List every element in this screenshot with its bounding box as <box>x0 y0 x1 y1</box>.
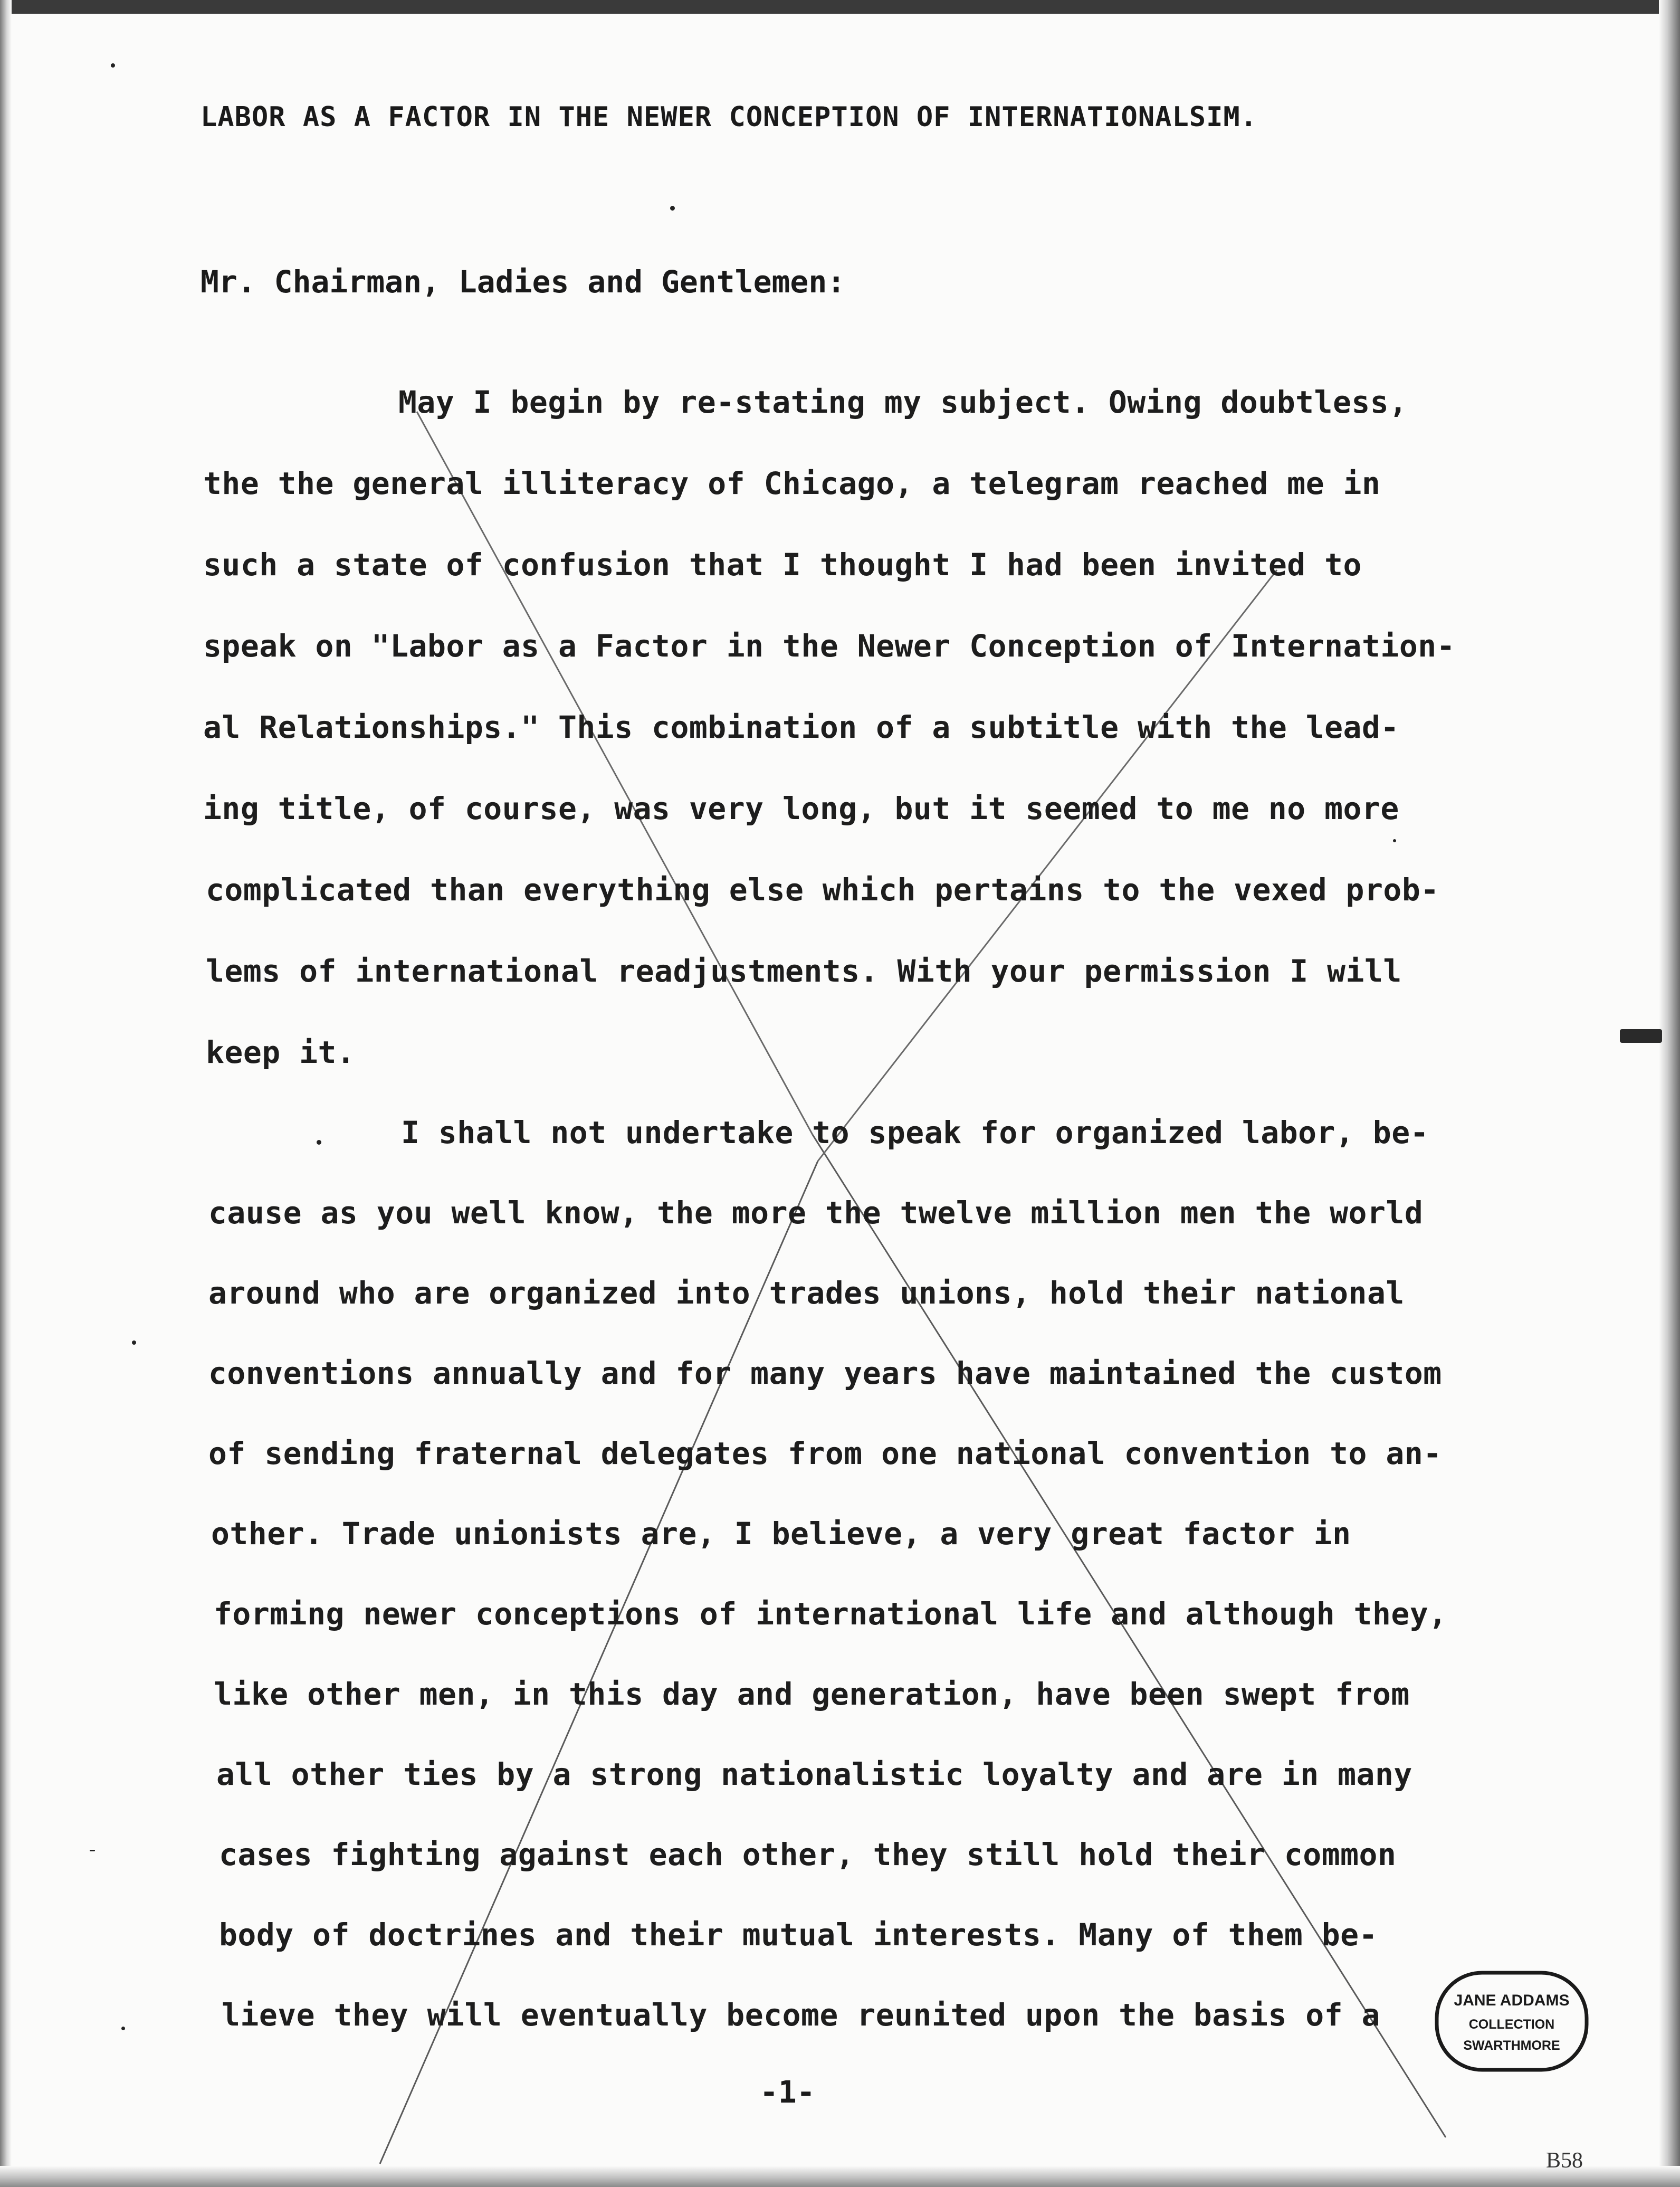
scan-speck <box>90 1850 95 1851</box>
archive-stamp <box>1433 1969 1591 2074</box>
body-line: cases fighting against each other, they still hold their common <box>219 1837 1397 1872</box>
body-line: complicated than everything else which pertains to the vexed prob- <box>206 872 1439 908</box>
body-line: ing title, of course, was very long, but it seemed to me no more <box>203 791 1399 826</box>
stamp-line-1: JANE ADDAMS <box>1454 1992 1570 2009</box>
body-line: keep it. <box>206 1034 356 1070</box>
scan-speck <box>1393 839 1396 842</box>
salutation: Mr. Chairman, Ladies and Gentlemen: <box>201 264 846 300</box>
body-line: lieve they will eventually become reunited upon the basis of a <box>222 1997 1380 2033</box>
body-line: around who are organized into trades unions, hold their national <box>208 1275 1405 1311</box>
scan-speck <box>670 206 675 211</box>
body-line: body of doctrines and their mutual interests. Many of them be- <box>219 1917 1378 1953</box>
scan-speck <box>121 2027 125 2030</box>
body-line: of sending fraternal delegates from one national convention to an- <box>208 1435 1442 1471</box>
body-line: al Relationships." This combination of a subtitle with the lead- <box>203 709 1399 745</box>
body-line: other. Trade unionists are, I believe, a very great factor in <box>211 1516 1351 1552</box>
body-line: such a state of confusion that I thought I had been invited to <box>203 547 1362 583</box>
strike-line-left-upper <box>417 412 813 1135</box>
body-line: forming newer conceptions of international life and although they, <box>214 1596 1447 1632</box>
document-title: LABOR AS A FACTOR IN THE NEWER CONCEPTION OF INTERNATIONALSIM. <box>201 101 1258 133</box>
body-line: cause as you well know, the more the twelve million men the world <box>208 1195 1424 1231</box>
archive-code: B58 <box>1546 2148 1583 2173</box>
scan-speck <box>132 1340 136 1345</box>
body-line: conventions annually and for many years have maintained the custom <box>208 1355 1442 1391</box>
stamp-line-3: SWARTHMORE <box>1463 2038 1560 2053</box>
body-line: lems of international readjustments. With your permission I will <box>206 953 1402 989</box>
body-line: the the general illiteracy of Chicago, a telegram reached me in <box>203 465 1381 501</box>
stamp-line-2: COLLECTION <box>1468 2017 1555 2032</box>
page-number: -1- <box>760 2074 815 2110</box>
scan-speck <box>317 1140 321 1145</box>
body-line: like other men, in this day and generation, have been swept from <box>214 1676 1410 1712</box>
body-line: speak on "Labor as a Factor in the Newer Conception of Internation- <box>203 628 1456 664</box>
scan-speck <box>111 63 115 68</box>
body-line: I shall not undertake to speak for organized labor, be- <box>401 1115 1429 1150</box>
body-line: May I begin by re-stating my subject. Owing doubtless, <box>398 384 1408 420</box>
body-line: all other ties by a strong nationalistic loyalty and are in many <box>216 1756 1412 1792</box>
